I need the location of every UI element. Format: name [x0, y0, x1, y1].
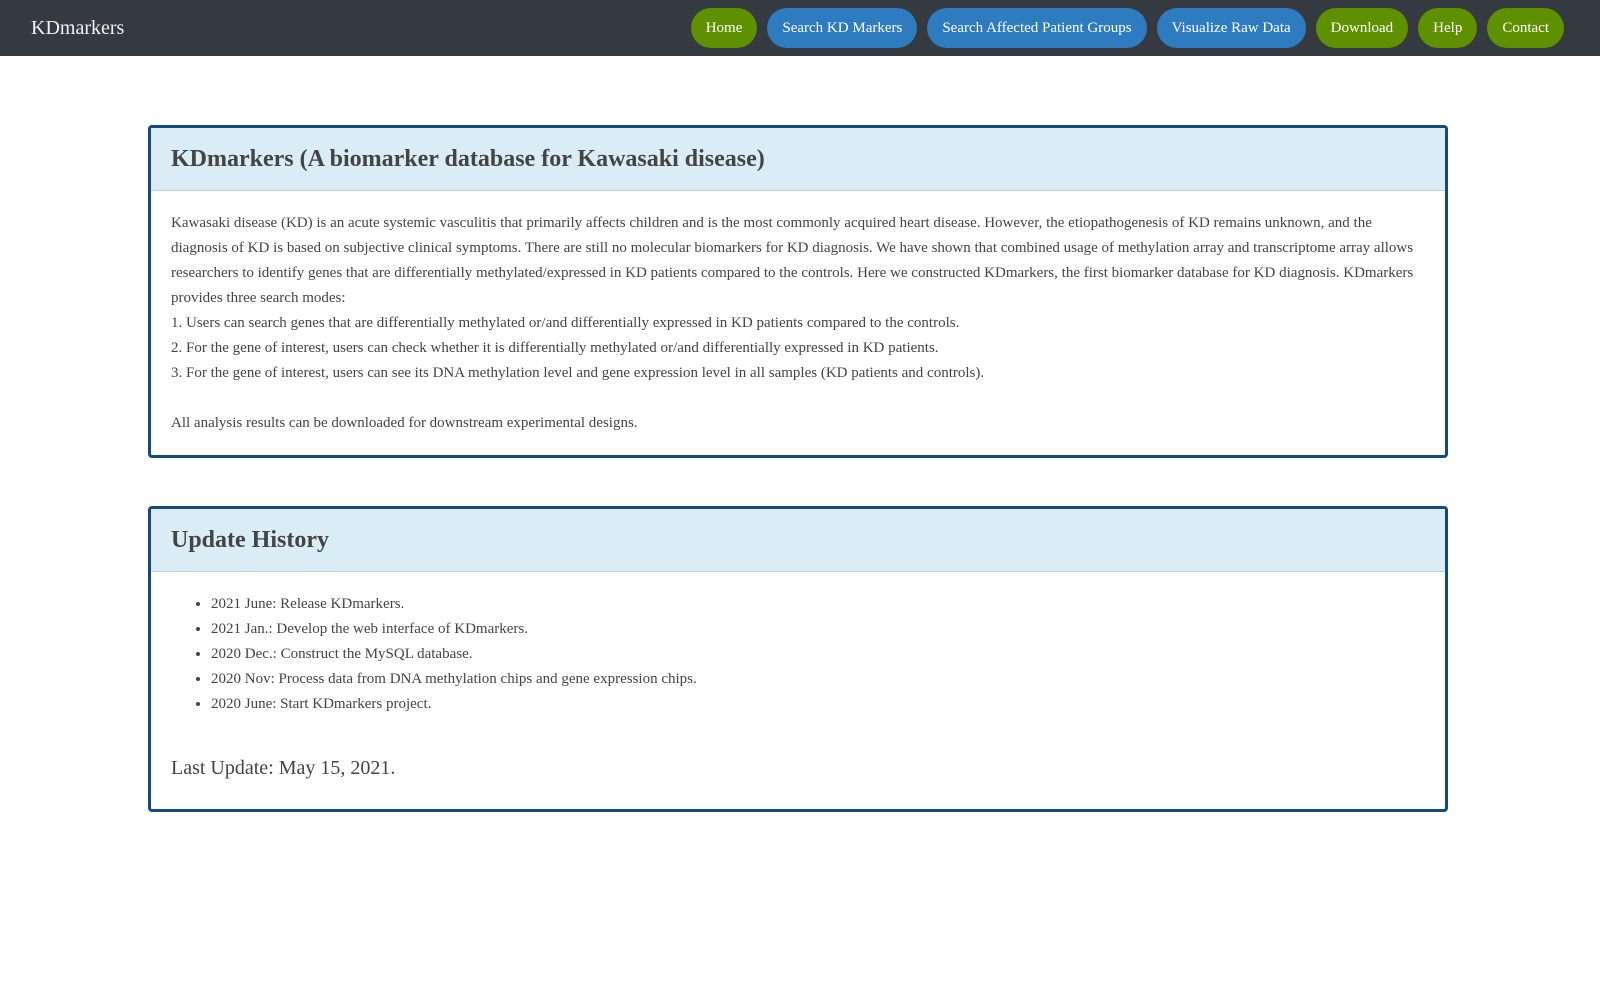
list-item: • 2020 Dec.: Construct the MySQL database. [211, 642, 1425, 667]
nav-home-button[interactable]: Home [691, 8, 758, 48]
brand-logo-text[interactable]: KDmarkers [31, 17, 125, 39]
history-card-body [151, 572, 1445, 780]
nav-visualize-raw-data-button[interactable]: Visualize Raw Data [1157, 8, 1306, 48]
nav-search-patient-groups-button[interactable]: Search Affected Patient Groups [927, 8, 1146, 48]
last-update-text: Last Update: May 15, 2021. [171, 757, 396, 779]
about-title: KDmarkers (A biomarker database for Kawasaki disease) [171, 145, 765, 172]
list-item: • 2021 June: Release KDmarkers. [211, 592, 1425, 617]
about-card [148, 125, 1448, 458]
update-history-card [148, 506, 1448, 812]
search-mode-2: 2. For the gene of interest, users can check whether it is differentially methylated or/and differentially expressed in KD patients. [171, 340, 939, 356]
nav-contact-button[interactable]: Contact [1487, 8, 1564, 48]
list-item: • 2021 Jan.: Develop the web interface of KDmarkers. [211, 617, 1425, 642]
about-intro-text: Kawasaki disease (KD) is an acute systemic vasculitis that primarily affects children and is the most commonly acquired heart disease. However, the etiopathogenesis of KD remains unknown, and the diagnosis of KD is based on subjective clinical symptoms. There are still no molecular biomarkers for KD diagnosis. We have shown that combined usage of methylation array and transcriptome array allows researchers to identify genes that are differentially methylated/expressed in KD patients compared to the controls. Here we constructed KDmarkers, the first biomarker database for KD diagnosis. KDmarkers provides three search modes: [171, 215, 1414, 306]
history-title: Update History [171, 526, 329, 553]
list-item: • 2020 Nov: Process data from DNA methylation chips and gene expression chips. [211, 667, 1425, 692]
nav-search-kd-markers-button[interactable]: Search KD Markers [767, 8, 917, 48]
nav-help-button[interactable]: Help [1418, 8, 1477, 48]
spacer [171, 386, 1425, 411]
main-nav [691, 8, 1564, 48]
nav-download-button[interactable]: Download [1316, 8, 1409, 48]
top-navbar [0, 0, 1600, 56]
search-mode-3: 3. For the gene of interest, users can see its DNA methylation level and gene expression level in all samples (KD patients and controls). [171, 365, 985, 381]
history-card-header [151, 509, 1445, 572]
history-list [171, 592, 1425, 717]
search-mode-1: 1. Users can search genes that are differentially methylated or/and differentially expressed in KD patients compared to the controls. [171, 315, 960, 331]
about-card-body [151, 191, 1445, 436]
list-item: • 2020 June: Start KDmarkers project. [211, 692, 1425, 717]
about-card-header [151, 128, 1445, 191]
download-note: All analysis results can be downloaded for downstream experimental designs. [171, 415, 638, 431]
